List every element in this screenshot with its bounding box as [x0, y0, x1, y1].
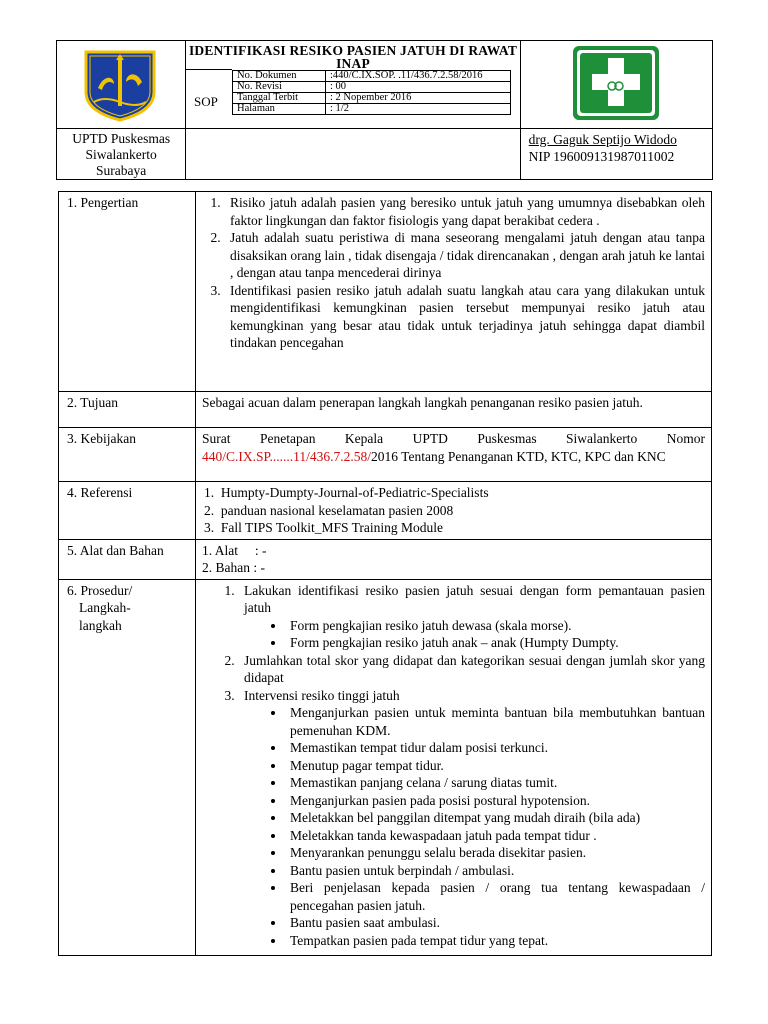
page-value: : 1/2: [326, 104, 511, 115]
org-line-3: Surabaya: [96, 163, 147, 178]
signer-name: drg. Gaguk Septijo Widodo: [528, 132, 677, 147]
step1-bullet-2: • Form pengkajian resiko jatuh anak – anak (Humpty Dumpty.: [286, 634, 705, 652]
document-info-table: [232, 70, 511, 115]
reference-2: 2. panduan nasional keselamatan pasien 2008: [204, 502, 454, 518]
step3-bullet-11: • Bantu pasien saat ambulasi.: [286, 914, 705, 932]
label-referensi: 4. Referensi: [59, 482, 196, 540]
sop-divider-top: [185, 69, 232, 70]
city-logo-cell: [57, 41, 186, 129]
revision-value: : 00: [326, 82, 511, 93]
procedure-step-2: 2. Jumlahkan total skor yang didapat dan kategorikan sesuai dengan jumlah skor yang didapat: [238, 652, 705, 687]
doc-no-label: No. Dokumen: [233, 71, 326, 82]
content-referensi: [196, 482, 712, 540]
label-alat-bahan: 5. Alat dan Bahan: [59, 539, 196, 579]
puskesmas-green-cross-logo: [571, 44, 661, 122]
health-logo-cell: [520, 41, 712, 129]
label-prosedur: 6. Prosedur/ Langkah- langkah: [59, 579, 196, 956]
issue-date-label: Tanggal Terbit: [233, 93, 326, 104]
content-alat-bahan: [196, 539, 712, 579]
sop-label: SOP: [194, 94, 218, 109]
policy-number: 440/C.IX.SP.......11/436.7.2.58/: [202, 448, 372, 464]
label-kebijakan: 3. Kebijakan: [59, 428, 196, 482]
procedure-step-1: 1. Lakukan identifikasi resiko pasien jatuh sesuai dengan form pemantauan pasien jatuh • Form pengkajian resiko jatuh dewasa (skala morse). • Form pengkajian resiko jatuh anak – anak (Humpty Dumpty.: [238, 582, 705, 652]
procedure-step-3: 3. Intervensi resiko tinggi jatuh • Menganjurkan pasien untuk meminta bantuan bila membutuhkan bantuan pemenuhan KDM. • Memastikan tempat tidur dalam posisi terkunci. • Menutup pagar tempat tidur. • Memastikan panjang celana / sarung diatas tumit. • Menganjurkan pasien pada posisi postural hypotension. • Meletakkan bel panggilan ditempat yang mudah diraih (bila ada) • Meletakkan tanda kewaspadaan jatuh pada tempat tidur . • Menyarankan penunggu selalu berada disekitar pasien. • Bantu pasien untuk berpindah / ambulasi. • Beri penjelasan kepada pasien / orang tua tentang kewaspadaan / pencegahan pasien jatuh. • Bantu pasien saat ambulasi. • Tempatkan pasien pada tempat tidur yang tepat.: [238, 687, 705, 950]
step3-bullet-5: • Menganjurkan pasien pada posisi postural hypotension.: [286, 792, 705, 810]
surabaya-crest-logo: [80, 48, 160, 122]
content-tujuan: Sebagai acuan dalam penerapan langkah langkah penanganan resiko pasien jatuh.: [196, 392, 712, 428]
row-pengertian: [59, 192, 712, 392]
reference-1: 1. Humpty-Dumpty-Journal-of-Pediatric-Specialists: [204, 485, 489, 500]
page-label: Halaman: [233, 104, 326, 115]
sop-content-table: [58, 191, 712, 956]
bahan-line: 2. Bahan : -: [202, 560, 265, 575]
step3-bullet-10: • Beri penjelasan kepada pasien / orang tua tentang kewaspadaan / pencegahan pasien jatuh.: [286, 879, 705, 914]
step3-bullet-8: • Menyarankan penunggu selalu berada disekitar pasien.: [286, 844, 705, 862]
pengertian-item-3: 3. Identifikasi pasien resiko jatuh adalah suatu langkah atau cara yang dilakukan untuk mengidentifikasi kemungkinan pasien tersebut mempunyai resiko jatuh atau kemungkinan yang besar atau tidak untuk terjadinya jatuh sehingga dapat diambil tindakan pencegahan: [224, 282, 705, 352]
content-kebijakan: Surat Penetapan Kepala UPTD Puskesmas Siwalankerto Nomor 440/C.IX.SP.......11/436.7.2.58/2016 Tentang Penanganan KTD, KTC, KPC dan KNC: [196, 428, 712, 482]
step3-bullet-3: • Menutup pagar tempat tidur.: [286, 757, 705, 775]
org-line-2: Siwalankerto: [85, 147, 157, 162]
doc-no-value: :440/C.IX.SOP. .11/436.7.2.58/2016: [326, 71, 511, 82]
sop-divider-left: [185, 70, 186, 128]
alat-line: 1. Alat : -: [202, 542, 267, 558]
pengertian-item-1: 1. Risiko jatuh adalah pasien yang beresiko untuk jatuh yang umumnya disebabkan oleh faktor lingkungan dan faktor fisiologis yang dapat berakibat cedera .: [224, 194, 705, 229]
label-pengertian: 1. Pengertian: [59, 192, 196, 392]
document-title: IDENTIFIKASI RESIKO PASIEN JATUH DI RAWAT INAP: [188, 43, 518, 71]
empty-cell: [186, 129, 520, 180]
step3-bullet-6: • Meletakkan bel panggilan ditempat yang mudah diraih (bila ada): [286, 809, 705, 827]
issue-date-value: : 2 Nopember 2016: [326, 93, 511, 104]
row-kebijakan: [59, 428, 712, 482]
row-referensi: [59, 482, 712, 540]
reference-3: 3. Fall TIPS Toolkit_MFS Training Module: [204, 520, 443, 535]
row-tujuan: [59, 392, 712, 428]
row-alat-bahan: [59, 539, 712, 579]
signer-nip: NIP 196009131987011002: [528, 149, 675, 164]
label-tujuan: 2. Tujuan: [59, 392, 196, 428]
signer-cell: [520, 129, 712, 180]
org-line-1: UPTD Puskesmas: [72, 131, 171, 146]
pengertian-item-2: 2. Jatuh adalah suatu peristiwa di mana seseorang mengalami jatuh dengan atau tanpa disaksikan orang lain , tidak disengaja / tidak direncanakan , dengan arah jatuh ke lantai , dengan atau tanpa mencederai dirinya: [224, 229, 705, 282]
step3-bullet-4: • Memastikan panjang celana / sarung diatas tumit.: [286, 774, 705, 792]
step3-bullet-9: • Bantu pasien untuk berpindah / ambulasi.: [286, 862, 705, 880]
step3-bullet-7: • Meletakkan tanda kewaspadaan jatuh pada tempat tidur .: [286, 827, 705, 845]
content-prosedur: [196, 579, 712, 956]
revision-label: No. Revisi: [233, 82, 326, 93]
step1-bullet-1: • Form pengkajian resiko jatuh dewasa (skala morse).: [286, 617, 705, 635]
step3-bullet-2: • Memastikan tempat tidur dalam posisi terkunci.: [286, 739, 705, 757]
org-name-cell: [57, 129, 186, 180]
content-pengertian: [196, 192, 712, 392]
step3-bullet-12: • Tempatkan pasien pada tempat tidur yang tepat.: [286, 932, 705, 950]
step3-bullet-1: • Menganjurkan pasien untuk meminta bantuan bila membutuhkan bantuan pemenuhan KDM.: [286, 704, 705, 739]
row-prosedur: [59, 579, 712, 956]
